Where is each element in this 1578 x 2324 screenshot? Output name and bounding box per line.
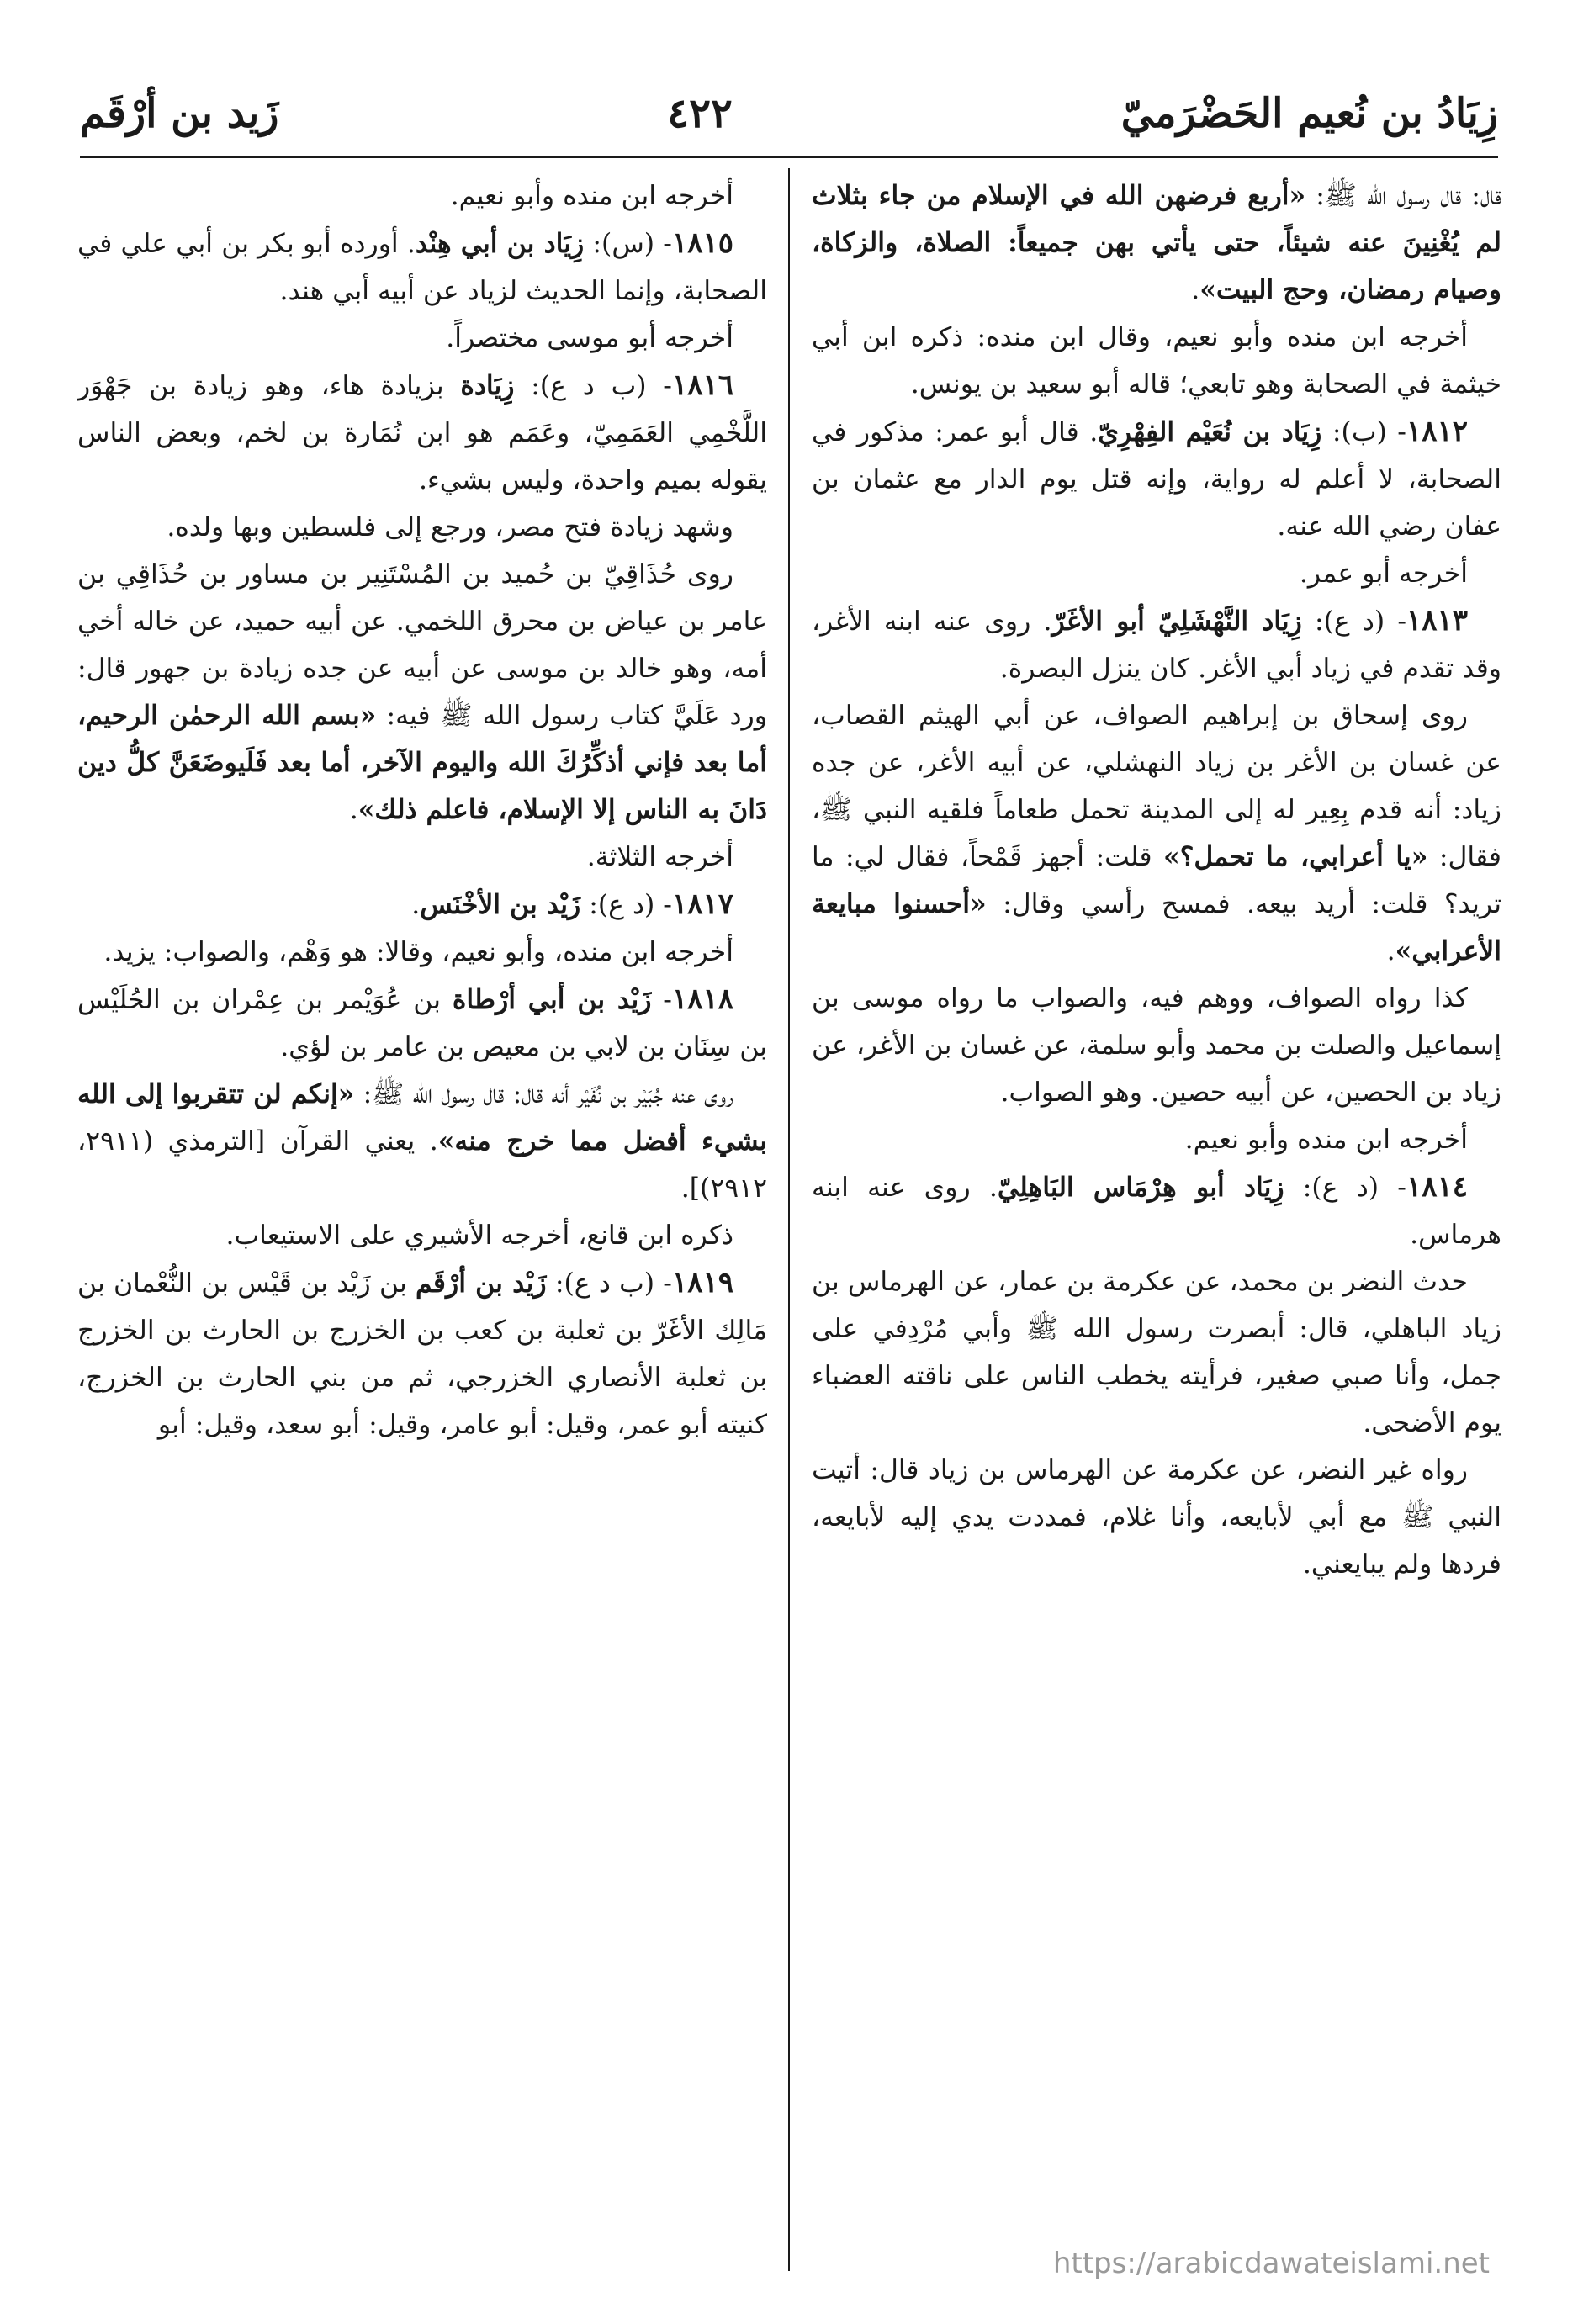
bold-text: «بسم الله الرحمٰن الرحيم، أما بعد فإني أذكِّرُكَ الله واليوم الآخر، أما بعد فَلَيوضَعَنَّ كلُّ دين دَانَ به الناس إلا الإسلام، فاعلم ذلك» — [77, 700, 767, 825]
text-run: - (د ع): — [1284, 1173, 1406, 1203]
text-run: أخرجه ابن منده، وأبو نعيم، وقالا: هو وَهْم، والصواب: يزيد. — [103, 937, 733, 967]
entry-number: ١٨١٥ — [671, 226, 733, 260]
paragraph — [812, 408, 1501, 550]
paragraph — [812, 550, 1501, 597]
text-run: - (ب د ع): — [546, 1268, 672, 1299]
right-column — [812, 172, 1501, 2216]
text-run: - — [651, 985, 672, 1015]
bold-text: زَيْد بن أرْقَم — [415, 1268, 547, 1299]
bold-text: زِيَاد بن نُعَيْم الفِهْرِيّ — [1098, 416, 1322, 447]
text-run: قال: قال رسول الله ﷺ: — [1305, 181, 1501, 211]
paragraph — [77, 1259, 767, 1448]
bold-text: زِيَاد بن أبي هِنْد — [415, 228, 585, 259]
paragraph — [77, 929, 767, 976]
paragraph — [77, 1071, 767, 1212]
paragraph — [812, 692, 1501, 975]
paragraph — [77, 315, 767, 362]
text-run: . أورده أبو بكر بن أبي علي في الصحابة، وإنما الحديث لزياد عن أبيه أبي هند. — [77, 229, 767, 306]
bold-text: «أربع فرضهن الله في الإسلام من جاء بثلاث لم يُغْنِينَ عنه شيئاً، حتى يأتي بهن جميعاً: الصلاة، والزكاة، وصيام رمضان، وحج البيت» — [812, 180, 1501, 305]
text-run: أخرجه الثلاثة. — [586, 842, 733, 872]
bold-text: زِيَاد أبو هِرْمَاس البَاهِلِيّ — [997, 1172, 1284, 1203]
entry-number: ١٨١٩ — [671, 1266, 733, 1300]
text-run: - (س): — [584, 229, 672, 259]
text-run: أخرجه ابن منده وأبو نعيم. — [1184, 1125, 1468, 1155]
text-run: وشهد زيادة فتح مصر، ورجع إلى فلسطين وبها ولده. — [167, 512, 733, 543]
text-run: - (ب): — [1321, 417, 1406, 447]
text-run: أخرجه ابن منده وأبو نعيم. — [450, 181, 733, 211]
text-run: بن زَيْد بن قَيْس بن النُّعْمان بن مَالِك الأغَرّ بن ثعلبة بن كعب بن الخزرج بن الحارث بن الخزرج بن ثعلبة الأنصاري الخزرجي، ثم من بني الحارث بن الخزرج، كنيته أبو عمر، وقيل: أبو عامر، وقيل: أبو سعد، وقيل: أبو — [77, 1268, 767, 1440]
left-column — [77, 172, 767, 2216]
paragraph — [77, 881, 767, 929]
paragraph — [77, 551, 767, 834]
text-run: روى إسحاق بن إبراهيم الصواف، عن أبي الهيثم القصاب، عن غسان بن الأغر بن زياد النهشلي، عن أبيه الأغر، عن جده زياد: أنه قدم بِعِير له إلى المدينة تحمل طعاماً فلقيه النبي ﷺ، فقال: — [812, 701, 1501, 872]
text-run: ذكره ابن قانع، أخرجه الأشيري على الاستيعاب. — [225, 1220, 733, 1251]
text-run: . قال أبو عمر: مذكور في الصحابة، لا أعلم له رواية، وإنه قتل يوم الدار مع عثمان بن عفان رضي الله عنه. — [812, 417, 1501, 542]
text-run: . — [1191, 275, 1200, 305]
text-run: أخرجه أبو موسى مختصراً. — [446, 323, 733, 353]
text-run: . روى عنه ابنه الأغر، وقد تقدم في زياد أبي الأغر. كان ينزل البصرة. — [812, 606, 1501, 684]
text-run: روى حُذَاقِيّ بن حُميد بن المُسْتَنِير بن مساور بن حُذَاقِي بن عامر بن عياض بن محرق اللخمي. عن أبيه حميد، عن خاله أخي أمه، وهو خالد بن موسى عن أبيه عن جده زيادة بن جهور قال: ورد عَلَيَّ كتاب رسول الله ﷺ فيه: — [77, 559, 767, 731]
paragraph — [812, 1258, 1501, 1447]
text-run: . يعني القرآن [الترمذي (٢٩١١، ٢٩١٢)]. — [77, 1126, 767, 1204]
bold-text: «أحسنوا مبايعة الأعرابي» — [812, 888, 1501, 966]
header-rule — [80, 156, 1498, 158]
text-run: - (ب د ع): — [514, 371, 672, 401]
text-run: - (د ع): — [1301, 606, 1406, 637]
watermark-url: https://arabicdawateislami.net — [1052, 2247, 1490, 2280]
paragraph — [77, 976, 767, 1071]
text-run: . روى عنه ابنه هرماس. — [812, 1173, 1501, 1250]
text-run: بن عُوَيْمر بن عِمْران بن الحُلَيْس بن سِنَان بن لابي بن معيص بن عامر بن لؤي. — [77, 985, 767, 1062]
bold-text: زَيْد بن أبي أرْطاة — [452, 984, 652, 1015]
column-divider — [788, 168, 790, 2271]
text-run: رواه غير النضر، عن عكرمة عن الهرماس بن زياد قال: أتيت النبي ﷺ مع أبي لأبايعه، وأنا غلام، فمددت يدي إليه لأبايعه، فردها ولم يبايعني. — [812, 1455, 1501, 1580]
paragraph — [77, 172, 767, 220]
paragraph — [77, 362, 767, 504]
text-run: كذا رواه الصواف، ووهم فيه، والصواب ما رواه موسى بن إسماعيل والصلت بن محمد وأبو سلمة، عن غسان بن الأغر، عن زياد بن الحصين، عن أبيه حصين. وهو الصواب. — [812, 983, 1501, 1108]
paragraph — [812, 1447, 1501, 1588]
paragraph — [812, 1163, 1501, 1258]
paragraph — [77, 834, 767, 881]
text-run: . — [1386, 936, 1395, 966]
entry-number: ١٨١٣ — [1406, 604, 1469, 638]
bold-text: زَيْد بن الأخْنَس — [420, 889, 581, 920]
entry-number: ١٨١٤ — [1406, 1170, 1468, 1204]
entry-number: ١٨١٧ — [671, 887, 733, 921]
bold-text: زِيَاد النَّهْشَلِيّ أبو الأغَرّ — [1051, 606, 1302, 637]
text-run: قلت: أجهز قَمْحاً، فقال لي: ما تريد؟ قلت: أريد بيعه. فمسح رأسي وقال: — [812, 842, 1501, 919]
page-number: ٤٢٢ — [667, 90, 733, 137]
text-run: حدث النضر بن محمد، عن عكرمة بن عمار، عن الهرماس بن زياد الباهلي، قال: أبصرت رسول الله ﷺ وأبي مُرْدِفي على جمل، وأنا صبي صغير، فرأيته يخطب الناس على ناقته العضباء يوم الأضحى. — [812, 1267, 1501, 1438]
entry-number: ١٨١٢ — [1406, 415, 1468, 448]
paragraph — [77, 220, 767, 315]
bold-text: «يا أعرابي، ما تحمل؟» — [1163, 841, 1428, 872]
bold-text: زِيَادة — [460, 370, 515, 401]
paragraph — [812, 1116, 1501, 1163]
running-head-right: زِيَادُ بن نُعيم الحَضْرَميّ — [1120, 90, 1498, 137]
paragraph — [77, 1212, 767, 1259]
text-run: أخرجه أبو عمر. — [1299, 559, 1468, 589]
paragraph — [812, 172, 1501, 314]
paragraph — [77, 504, 767, 551]
running-head-left: زَيد بن أرْقَم — [80, 90, 279, 137]
text-run: . — [349, 795, 358, 825]
text-run: روى عنه جُبَيْر بن نُفَيْر أنه قال: قال رسول الله ﷺ: — [354, 1079, 733, 1109]
paragraph — [812, 314, 1501, 408]
bold-text: «إنكم لن تتقربوا إلى الله بشيء أفضل مما خرج منه» — [77, 1078, 767, 1157]
entry-number: ١٨١٨ — [671, 982, 733, 1016]
page-header — [80, 80, 1498, 147]
paragraph — [812, 597, 1501, 692]
text-run: - (د ع): — [580, 890, 672, 920]
text-run: بزيادة هاء، وهو زيادة بن جَهْوَر اللَّخْمِي العَمَمِيّ، وعَمَم هو ابن نُمَارة بن لخم، وبعض الناس يقوله بميم واحدة، وليس بشيء. — [77, 371, 767, 495]
text-run: . — [411, 890, 421, 920]
paragraph — [812, 975, 1501, 1116]
text-run: أخرجه ابن منده وأبو نعيم، وقال ابن منده: ذكره ابن أبي خيثمة في الصحابة وهو تابعي؛ قاله أبو سعيد بن يونس. — [812, 322, 1501, 400]
entry-number: ١٨١٦ — [671, 368, 733, 402]
